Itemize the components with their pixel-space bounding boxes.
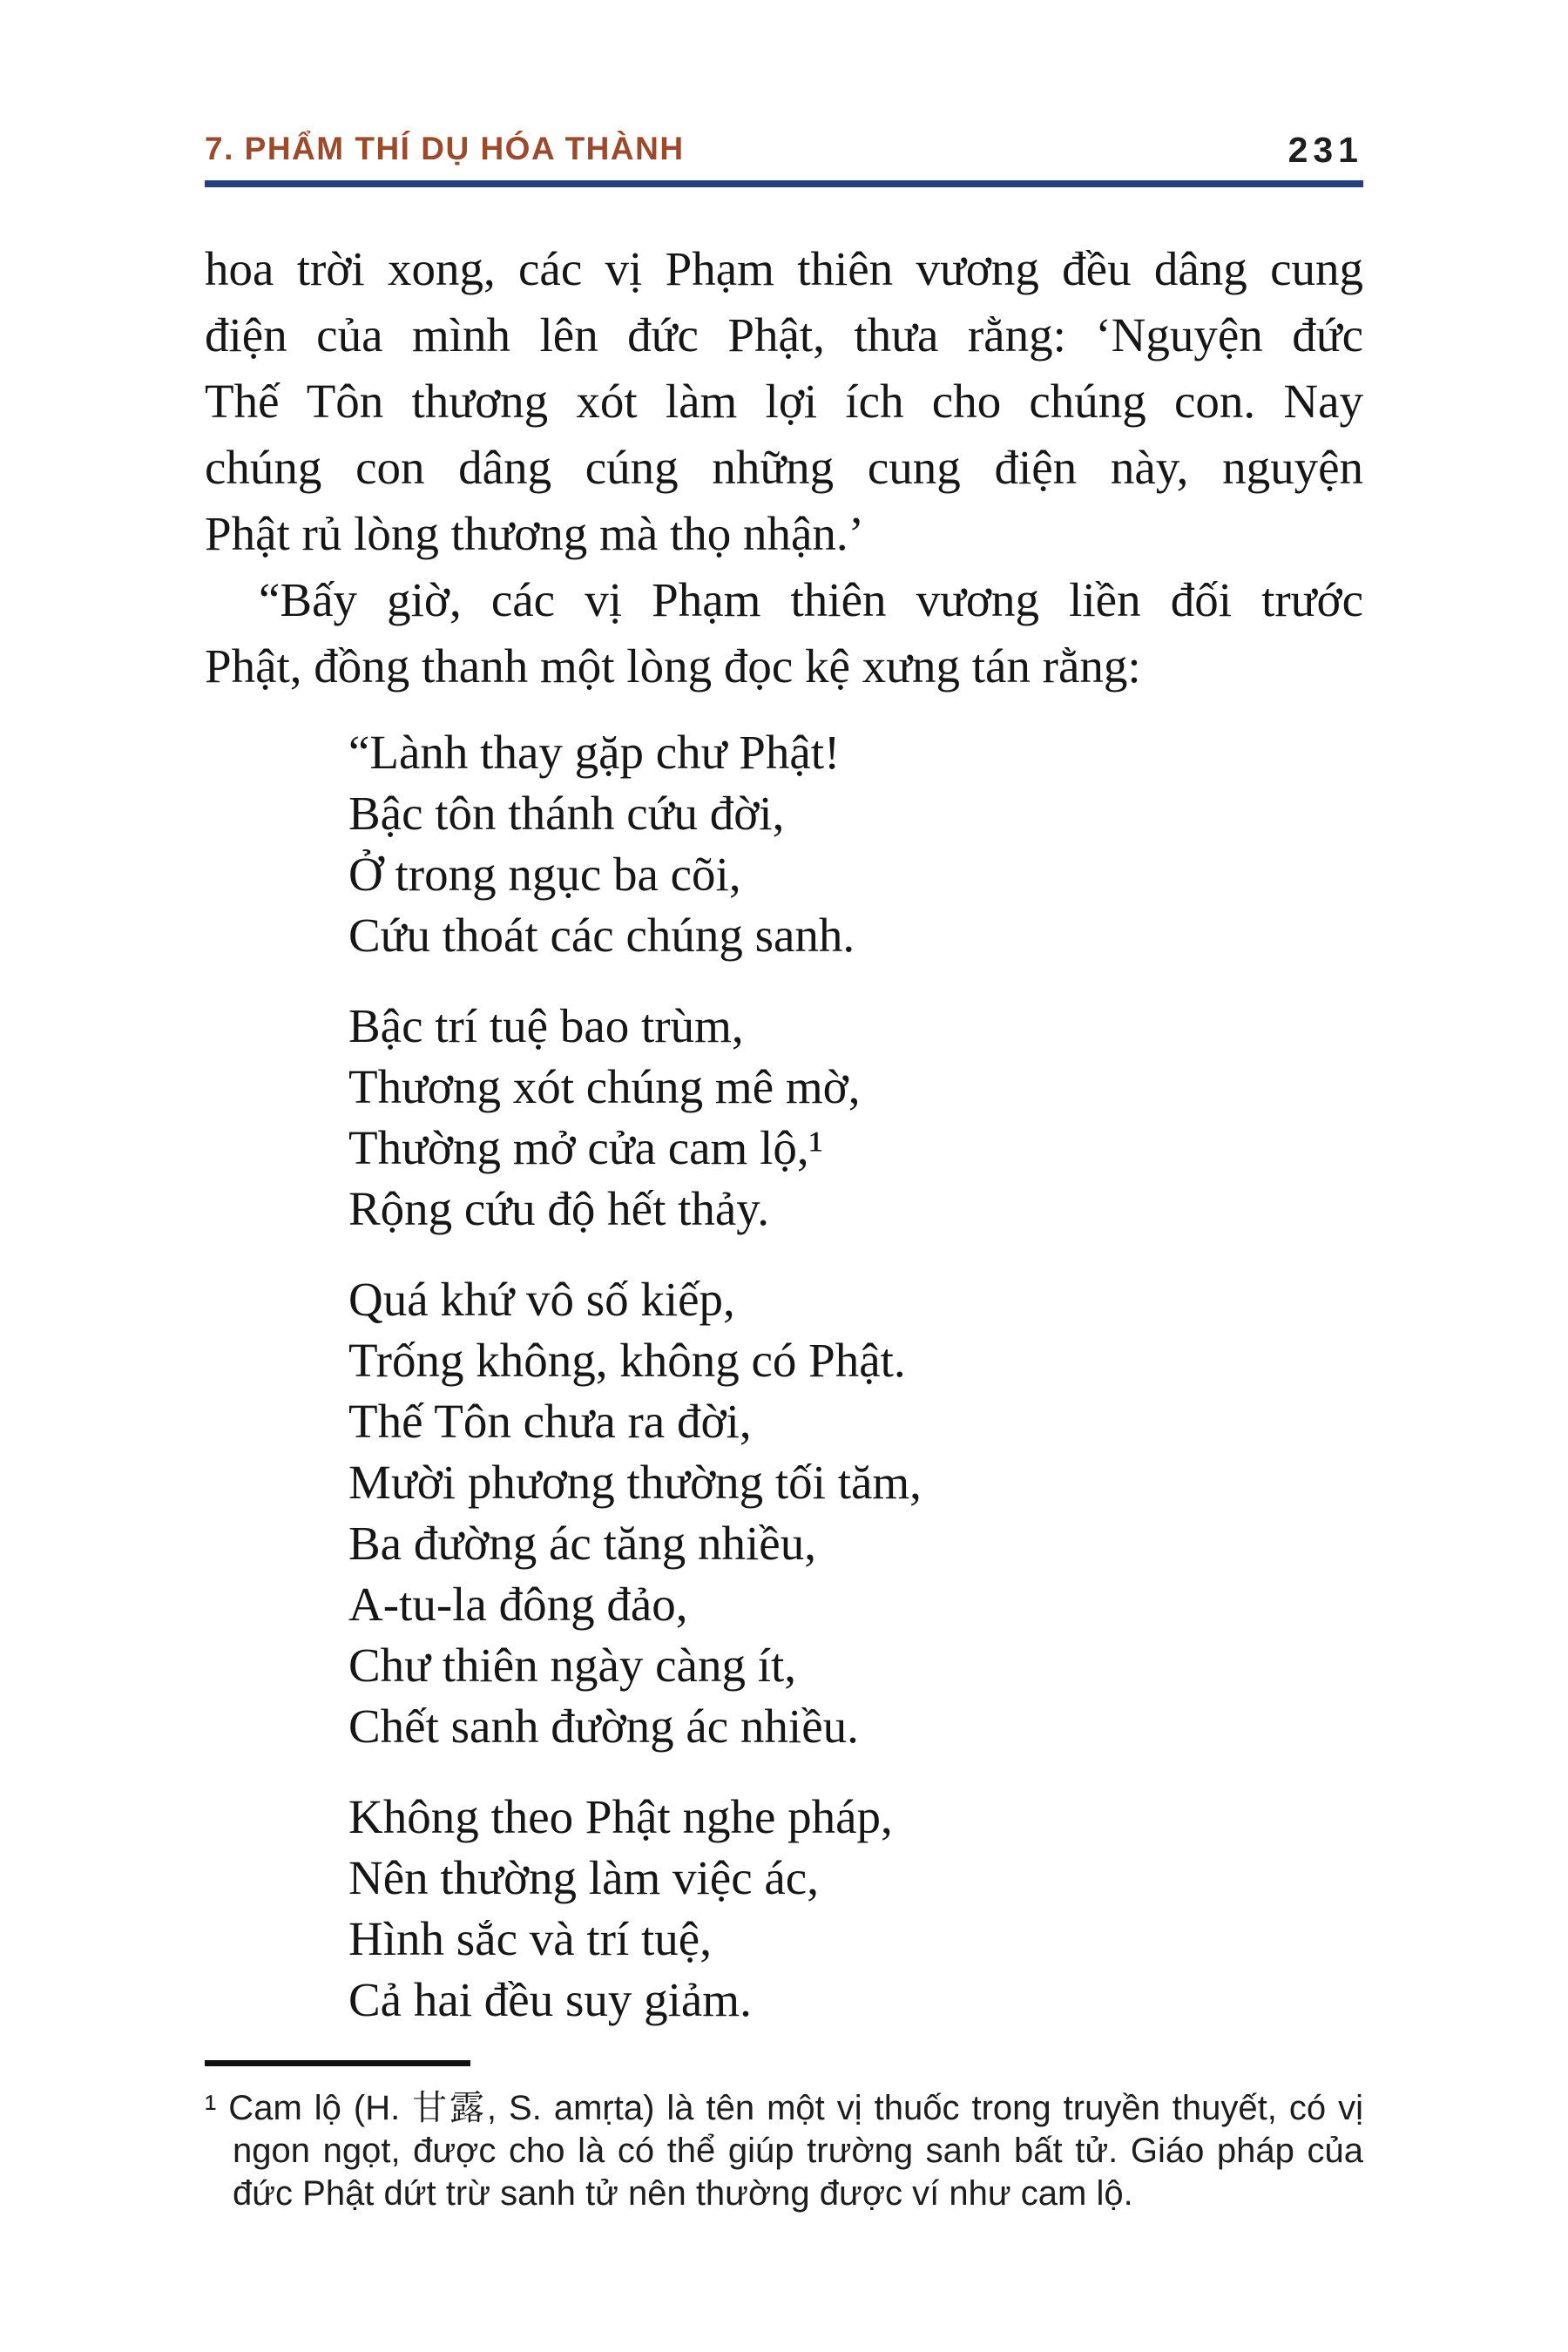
- footnote-text: ¹ Cam lộ (H. 甘露, S. amṛta) là tên một vị thuốc trong truyền thuyết, có vị ngon ngọt, được cho là có thể giúp trường sanh bất tử. Giáo pháp của đức Phật dứt trừ sanh tử nên thường được ví như cam lộ.: [205, 2088, 1363, 2213]
- verse-line: Ba đường ác tăng nhiều,: [348, 1516, 816, 1570]
- paragraph-line: Thế Tôn thương xót làm lợi ích cho chúng con. Nay: [205, 374, 1363, 428]
- verse-line: Cứu thoát các chúng sanh.: [348, 908, 855, 962]
- verse-line: Chết sanh đường ác nhiều.: [348, 1699, 859, 1753]
- paragraph-line: điện của mình lên đức Phật, thưa rằng: ‘Nguyện đức: [205, 308, 1363, 362]
- chapter-title: 7. PHẨM THÍ DỤ HÓA THÀNH: [205, 131, 685, 166]
- verse-stanza: [348, 996, 1363, 1240]
- verse-line: Bậc tôn thánh cứu đời,: [348, 786, 785, 840]
- footnote-separator: [205, 2060, 470, 2066]
- paragraph-line: Phật rủ lòng thương mà thọ nhận.’: [205, 506, 865, 560]
- verse-line: Thường mở cửa cam lộ,¹: [348, 1120, 824, 1174]
- verse-block: [348, 722, 1363, 2031]
- page-number: 231: [1288, 129, 1363, 170]
- paragraph-line: Phật, đồng thanh một lòng đọc kệ xưng tán rằng:: [205, 639, 1141, 693]
- verse-stanza: [348, 1787, 1363, 2031]
- page-header: [205, 131, 1363, 168]
- verse-stanza: [348, 1269, 1363, 1757]
- verse-line: Thế Tôn chưa ra đời,: [348, 1394, 752, 1448]
- verse-line: A-tu-la đông đảo,: [348, 1577, 688, 1631]
- verse-line: Bậc trí tuệ bao trùm,: [348, 998, 744, 1052]
- verse-line: Quá khứ vô số kiếp,: [348, 1272, 735, 1326]
- verse-line: Hình sắc và trí tuệ,: [348, 1911, 712, 1965]
- header-rule: [205, 180, 1363, 187]
- verse-line: Không theo Phật nghe pháp,: [348, 1789, 893, 1843]
- paragraph-line: hoa trời xong, các vị Phạm thiên vương đều dâng cung: [205, 241, 1363, 295]
- paragraph: [205, 567, 1363, 700]
- body-text: [205, 236, 1363, 2215]
- verse-line: Rộng cứu độ hết thảy.: [348, 1181, 769, 1235]
- paragraph-line: “Bấy giờ, các vị Phạm thiên vương liền đối trước: [259, 572, 1363, 626]
- verse-line: Ở trong ngục ba cõi,: [348, 847, 741, 901]
- verse-stanza: [348, 722, 1363, 966]
- paragraph: [205, 236, 1363, 567]
- verse-line: Cả hai đều suy giảm.: [348, 1972, 752, 2026]
- paragraph-line: chúng con dâng cúng những cung điện này, nguyện: [205, 440, 1363, 494]
- verse-line: Thương xót chúng mê mờ,: [348, 1059, 861, 1113]
- verse-line: Nên thường làm việc ác,: [348, 1850, 819, 1904]
- verse-line: “Lành thay gặp chư Phật!: [348, 725, 841, 779]
- verse-line: Trống không, không có Phật.: [348, 1333, 906, 1387]
- verse-line: Chư thiên ngày càng ít,: [348, 1638, 797, 1692]
- verse-line: Mười phương thường tối tăm,: [348, 1455, 922, 1509]
